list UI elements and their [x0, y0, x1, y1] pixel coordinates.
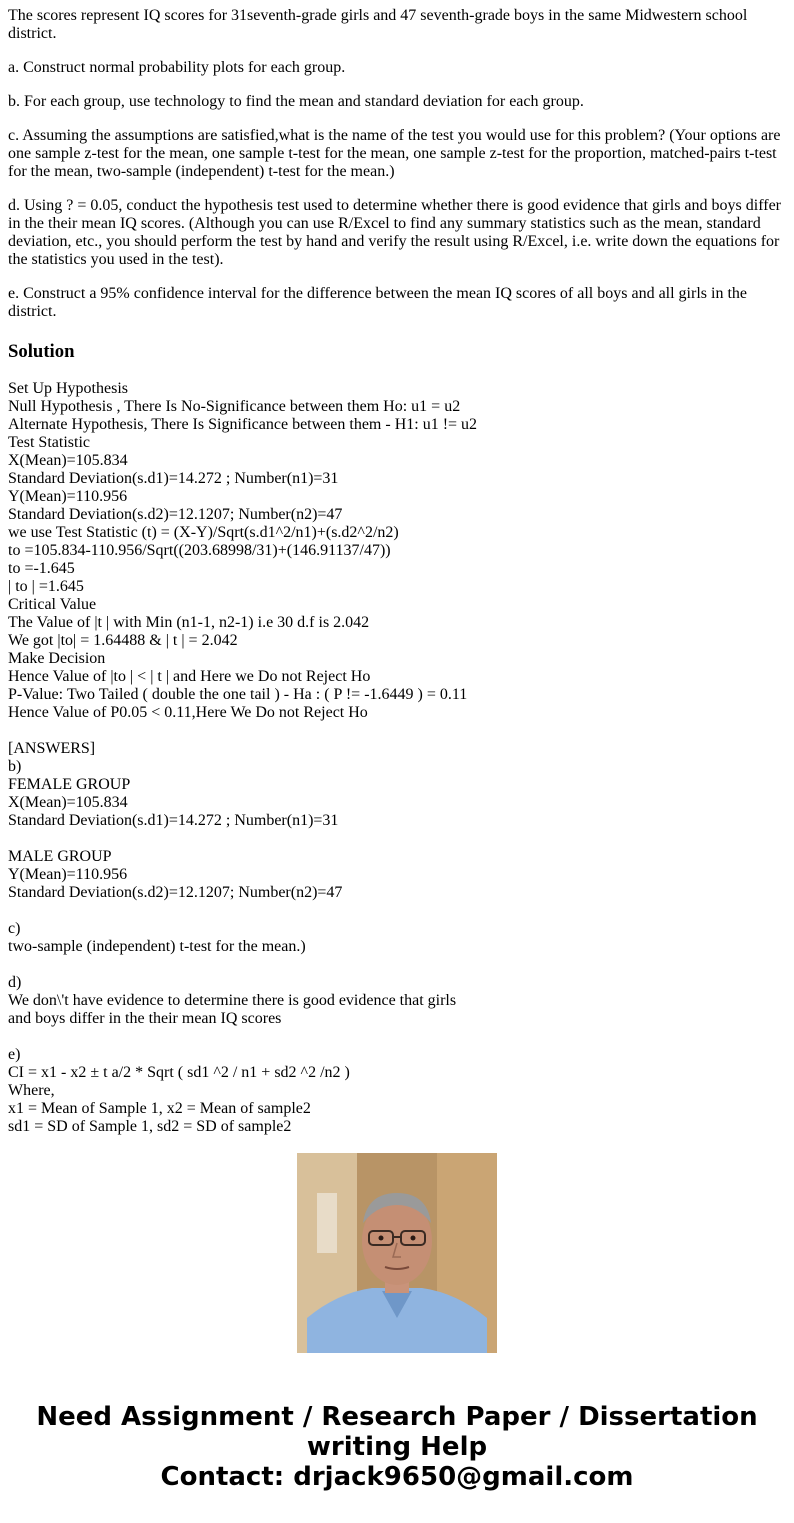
solution-line: Y(Mean)=110.956 [8, 488, 128, 505]
solution-line: We got |to| = 1.64488 & | t | = 2.042 [8, 632, 238, 649]
solution-line: Make Decision [8, 650, 106, 667]
solution-line: Standard Deviation(s.d1)=14.272 ; Number(n1)=31 [8, 812, 339, 829]
solution-line: [ANSWERS] [8, 740, 96, 757]
banner-line-2: writing Help [306, 1432, 488, 1462]
solution-line: c) [8, 920, 21, 937]
solution-line: we use Test Statistic (t) = (X-Y)/Sqrt(s.d1^2/n1)+(s.d2^2/n2) [8, 524, 399, 541]
blank-line [8, 902, 786, 920]
banner-contact-email: Contact: drjack9650@gmail.com [160, 1462, 634, 1492]
solution-line: sd1 = SD of Sample 1, sd2 = SD of sample2 [8, 1118, 292, 1135]
solution-line: e) [8, 1046, 21, 1063]
solution-line: X(Mean)=105.834 [8, 452, 128, 469]
solution-line: MALE GROUP [8, 848, 112, 865]
solution-line: Set Up Hypothesis [8, 380, 128, 397]
document-body [8, 7, 786, 1135]
solution-line: Standard Deviation(s.d2)=12.1207; Number(n2)=47 [8, 884, 343, 901]
solution-heading: Solution [8, 341, 75, 362]
solution-line: X(Mean)=105.834 [8, 794, 128, 811]
blank-line [8, 830, 786, 848]
banner-line-1: Need Assignment / Research Paper / Dissertation [36, 1402, 758, 1432]
solution-line: We don\'t have evidence to determine there is good evidence that girls [8, 992, 457, 1009]
solution-line: The Value of |t | with Min (n1-1, n2-1) i.e 30 d.f is 2.042 [8, 614, 370, 631]
solution-line: CI = x1 - x2 ± t a/2 * Sqrt ( sd1 ^2 / n1 + sd2 ^2 /n2 ) [8, 1064, 350, 1081]
question-part-b: b. For each group, use technology to find the mean and standard deviation for each group. [8, 93, 584, 110]
question-intro: The scores represent IQ scores for 31seventh-grade girls and 47 seventh-grade boys in the same Midwestern school district. [8, 7, 748, 42]
question-part-c: c. Assuming the assumptions are satisfied,what is the name of the test you would use for this problem? (Your options are one sample z-test for the mean, one sample t-test for the mean, one sample z-test for the proportion, matched-pairs t-test for the mean, two-sample (independent) t-test for the mean.) [8, 127, 781, 180]
solution-line: | to | =1.645 [8, 578, 84, 595]
solution-text [8, 380, 786, 1135]
solution-line: FEMALE GROUP [8, 776, 131, 793]
solution-line: Null Hypothesis , There Is No-Significance between them Ho: u1 = u2 [8, 398, 461, 415]
author-photo [297, 1153, 497, 1353]
blank-line [8, 956, 786, 974]
blank-line [8, 1028, 786, 1046]
solution-line: Hence Value of P0.05 < 0.11,Here We Do not Reject Ho [8, 704, 368, 721]
solution-line: Where, [8, 1082, 55, 1099]
solution-line: two-sample (independent) t-test for the mean.) [8, 938, 306, 955]
solution-line: Standard Deviation(s.d2)=12.1207; Number(n2)=47 [8, 506, 343, 523]
contact-banner [0, 1402, 794, 1492]
solution-line: and boys differ in the their mean IQ scores [8, 1010, 282, 1027]
solution-line: P-Value: Two Tailed ( double the one tail ) - Ha : ( P != -1.6449 ) = 0.11 [8, 686, 468, 703]
author-photo-illustration [297, 1153, 497, 1353]
question-part-e: e. Construct a 95% confidence interval for the difference between the mean IQ scores of all boys and all girls in the district. [8, 285, 747, 320]
solution-line: x1 = Mean of Sample 1, x2 = Mean of sample2 [8, 1100, 311, 1117]
solution-line: Alternate Hypothesis, There Is Significance between them - H1: u1 != u2 [8, 416, 478, 433]
solution-line: Standard Deviation(s.d1)=14.272 ; Number(n1)=31 [8, 470, 339, 487]
question-part-a: a. Construct normal probability plots for each group. [8, 59, 346, 76]
blank-line [8, 722, 786, 740]
solution-line: Y(Mean)=110.956 [8, 866, 128, 883]
solution-line: to =105.834-110.956/Sqrt((203.68998/31)+(146.91137/47)) [8, 542, 391, 559]
solution-line: Hence Value of |to | < | t | and Here we Do not Reject Ho [8, 668, 371, 685]
solution-line: d) [8, 974, 22, 991]
question-part-d: d. Using ? = 0.05, conduct the hypothesis test used to determine whether there is good evidence that girls and boys differ in the their mean IQ scores. (Although you can use R/Excel to find any summary statistics such as the mean, standard deviation, etc., you should perform the test by hand and verify the result using R/Excel, i.e. write down the equations for the statistics you used in the test). [8, 197, 781, 268]
solution-line: Test Statistic [8, 434, 90, 451]
solution-line: Critical Value [8, 596, 97, 613]
solution-line: to =-1.645 [8, 560, 75, 577]
solution-line: b) [8, 758, 22, 775]
